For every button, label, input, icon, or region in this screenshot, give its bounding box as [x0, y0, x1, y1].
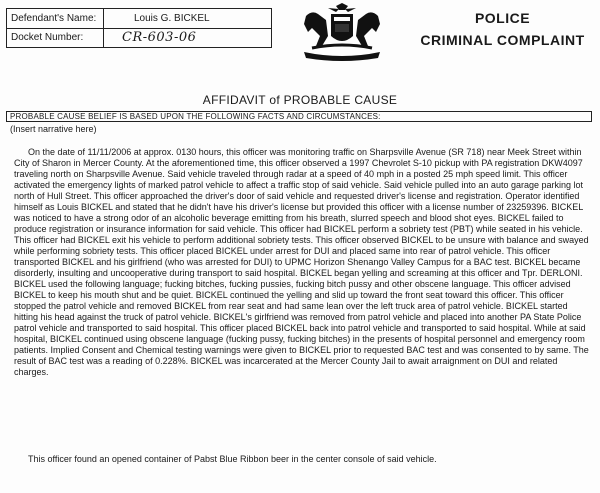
closing-paragraph: This officer found an opened container of Pabst Blue Ribbon beer in the center console of said vehicle.	[28, 454, 437, 464]
coat-of-arms-seal	[298, 2, 386, 62]
probable-cause-banner: PROBABLE CAUSE BELIEF IS BASED UPON THE FOLLOWING FACTS AND CIRCUMSTANCES:	[6, 111, 592, 122]
docket-row	[7, 28, 271, 47]
complaint-title	[410, 10, 595, 48]
defendant-name: Louis G. BICKEL	[103, 9, 273, 28]
defendant-row	[7, 9, 271, 29]
narrative-paragraph: On the date of 11/11/2006 at approx. 0130 hours, this officer was monitoring traffic on Sharpsville Avenue (SR 718) near Meek Street within City of Sharon in Mercer County. At the aforementioned time, this officer observed a 1997 Chevrolet S-10 pickup with PA registration DKW4097 traveling north on Sharpsville Avenue. Said vehicle traveled through radar at a speed of 40 mph in a posted 25 mph speed limit. This officer activated the emergency lights of marked patrol vehicle to affect a traffic stop of said vehicle. Said vehicle pulled into an auto garage parking lot north of Hull Street. This officer approached the driver's door of said vehicle and requested driver's license and registration. Operator identified himself as Louis BICKEL and stated that he didn't have his driver's license but provided this officer with a license number of 23259396. BICKEL was noticed to have a strong odor of an alcoholic beverage emitting from his breath, slurred speech and blood shot eyes. BICKEL failed to produce registration or insurance information for said vehicle. This officer had BICKEL perform a sobriety test (PBT) while seated in his vehicle. This officer had BICKEL exit his vehicle to perform additional sobriety tests. This officer observed BICKEL to be unsure with balance and swayed while performing sobriety tests. This officer placed BICKEL under arrest for DUI and placed same into rear of patrol vehicle. This officer transported BICKEL and his girlfriend (who was arrested for DUI) to UPMC Horizon Shenango Valley Campus for a BAC test. BICKEL became disorderly, insulting and uncooperative during transport to said hospital. BICKEL began yelling and screaming at this officer and Tpr. DERLONI. BICKEL used the following language; fucking bitches, fucking pussies, fucking bitch pussy and other obscene language. This officer advised BICKEL to keep his mouth shut and be quiet. BICKEL continued the yelling and slid up toward the front seat toward this officer. This officer stopped the patrol vehicle and removed BICKEL from rear seat and had same lean over the left truck area of patrol vehicle. BICKEL started hitting his head against the truck of patrol vehicle. BICKEL's girlfriend was removed from patrol vehicle and placed into another PA State Police patrol vehicle and transported to said hospital. This officer placed BICKEL back into patrol vehicle and transported to said hospital. While at said hospital, BICKEL continued using obscene language (fucking pussy, fucking bitches) in the presents of hospital personnel and emergency room patients. Implied Consent and Chemical testing warnings were given to BICKEL prior to requested BAC test and was consented to by same. The result of BAC test was a reading of 0.228%. BICKEL was incarcerated at the Mercer County Jail to await arraignment on DUI and related charges.	[14, 147, 589, 377]
title-criminal-complaint: CRIMINAL COMPLAINT	[420, 32, 585, 48]
docket-label: Docket Number:	[11, 32, 84, 43]
case-header-box	[6, 8, 272, 48]
defendant-label: Defendant's Name:	[11, 13, 97, 24]
insert-narrative-note: (Insert narrative here)	[10, 124, 97, 134]
affidavit-heading: AFFIDAVIT of PROBABLE CAUSE	[202, 93, 398, 107]
docket-number: CR-603-06	[103, 28, 273, 47]
title-police: POLICE	[474, 10, 531, 26]
